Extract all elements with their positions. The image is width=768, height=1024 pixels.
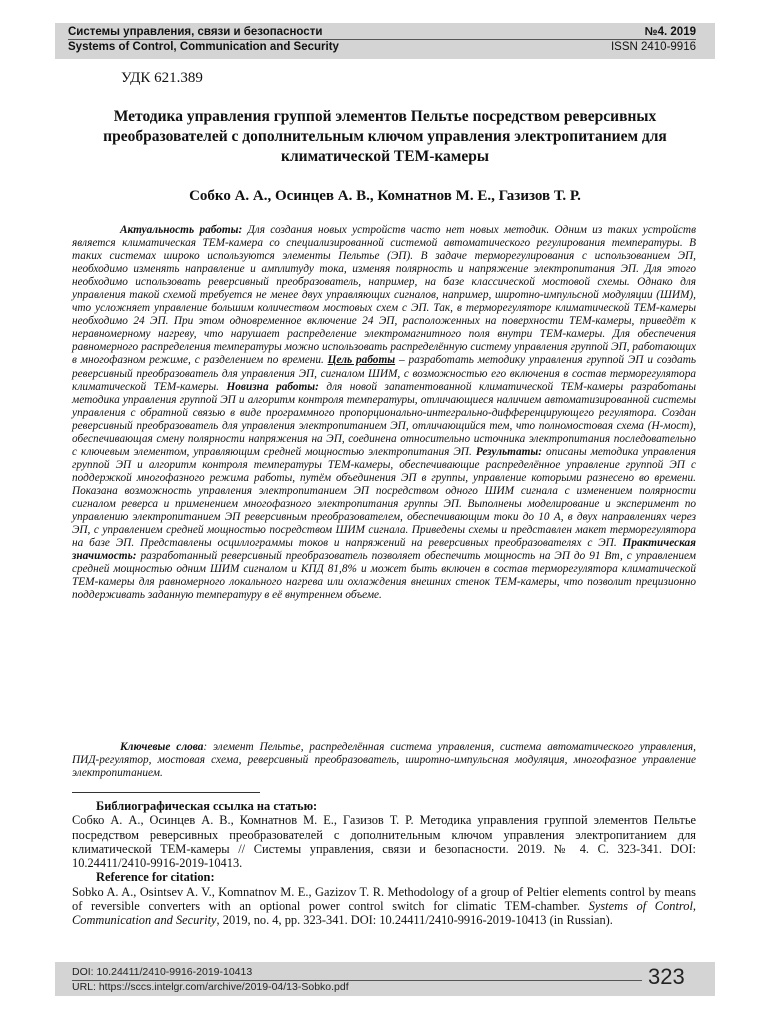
citation-heading-en: Reference for citation: (96, 870, 215, 885)
citation-en-part2: , 2019, no. 4, pp. 323-341. DOI: 10.24411/2410-9916-2019-10413 (in Russian). (216, 913, 613, 928)
issn: ISSN 2410-9916 (610, 41, 696, 53)
relevance-label: Актуальность работы: (120, 224, 243, 236)
journal-title-ru: Системы управления, связи и безопасности (68, 26, 323, 38)
citation-text-ru: Собко А. А., Осинцев А. В., Комнатнов М. Е., Газизов Т. Р. Методика управления группой элементов Пельтье посредством реверсивных преобразователей с дополнительным ключом управления электропитанием для климатической ТЕМ-камеры // Системы управления, связи и безопасности. 2019. № 4. С. 323-341. DOI: 10.24411/2410-9916-2019-10413. (72, 813, 696, 871)
article-authors: Собко А. А., Осинцев А. В., Комнатнов М. Е., Газизов Т. Р. (189, 188, 581, 204)
keywords (72, 741, 696, 780)
article-title: Методика управления группой элементов Пельтье посредством реверсивных преобразователей с дополнительным ключом управления электропитанием для климатической ТЕМ-камеры (103, 108, 667, 165)
footer-doi: DOI: 10.24411/2410-9916-2019-10413 (72, 966, 253, 978)
journal-title-en: Systems of Control, Communication and Security (68, 41, 339, 53)
page-number: 323 (648, 964, 685, 989)
citation-en-journal: Systems of Control, Communication and Security (72, 899, 696, 928)
novelty-label: Новизна работы: (226, 380, 319, 393)
results-label: Результаты: (475, 445, 543, 458)
abstract (72, 224, 696, 602)
goal-text: – разработать методику управления группой ЭП и создать реверсивный преобразователь для управления ЭП, сигналом ШИМ, с возможностью его включения в состав терморегулятора климатической ТЕМ-камеры. (72, 354, 696, 393)
practical-text: разработанный реверсивный преобразователь позволяет обеспечить мощность на ЭП до 91 Вт, с управлением средней мощностью одним ШИМ сигналом и КПД 81,8% и может быть включен в состав терморегулятора климатической ТЕМ-камеры для равномерного локального нагрева или охлаждения внешних стенок ТЕМ-камеры, что позволит прецизионно поддерживать заданную температуру в её внутреннем объеме. (72, 550, 696, 602)
results-text: описаны методика управления группой ЭП и алгоритм контроля температуры ТЕМ-камеры, обеспечивающие распределённое управление группой ЭП с поддержкой многофазного режима работы, путём объединения ЭП в группы, управление которыми разнесено во времени. Показана возможность управления электропитанием ЭП посредством одного ШИМ сигнала с изменением полярности сигналом реверса и применением многофазного электропитания группы ЭП. Выполнены моделирование и эксперимент по управлению электропитанием ЭП реверсивным преобразователем, обеспечивающим токи до 10 А, в двух направлениях через ЭП, с управлением средней мощностью посредством ШИМ сигнала. Приведены схемы и представлен макет терморегулятора на базе ЭП. Представлены осциллограммы токов и напряжений на реверсивных преобразователях с ЭП. (72, 445, 696, 550)
footer-url[interactable]: URL: https://sccs.intelgr.com/archive/2019-04/13-Sobko.pdf (72, 981, 349, 993)
novelty-text: для новой запатентованной климатической ТЕМ-камеры разработаны методика управления группой ЭП и алгоритм контроля температуры, отличающиеся наличием автоматизированной системы управления с обратной связью в виде программного пропорционально-интегрально-дифференцирующего регулятора. Создан реверсивный преобразователь для управления электропитанием ЭП, отличающийся тем, что полномостовая схема (Н-мост), обеспечивающая смену полярности напряжения на ЭП, соединена относительно источника электропитания последовательно с ключевым элементом, управляющим средней мощностью электропитания ЭП. (72, 380, 697, 458)
relevance-text: Для создания новых устройств часто нет новых методик. Одним из таких устройств является климатическая ТЕМ-камера со специализированной системой автоматического регулирования температуры. В таких системах широко используются элементы Пельтье (ЭП). В задаче терморегулирования с использованием ЭП, необходимо изменять направление и амплитуду тока, изменяя полярность и напряжение электропитания ЭП. Для этого необходимо использовать реверсивный преобразователь, например, на базе классической мостовой схемы. Однако для управления такой схемой требуется не менее двух управляющих сигналов, например, широтно-импульсной модуляции (ШИМ), что усложняет управление большим количеством мостовых схем с ЭП. Так, в терморегуляторе климатической ТЕМ-камеры необходимо 24 ЭП. При этом одновременное включение 24 ЭП, расположенных на поверхности ТЕМ-камеры, приведёт к неравномерному нагреву, что нарушает распределение электромагнитного поля внутри ТЕМ-камеры. Для обеспечения равномерного распределения температуры можно использовать распределённую систему управления группой ЭП, работающих в многофазном режиме, с разделением по времени. (72, 224, 696, 367)
citation-text-en (72, 885, 696, 928)
goal-label: Цель работы (327, 354, 396, 367)
citation-heading-ru: Библиографическая ссылка на статью: (96, 799, 318, 813)
keywords-label: Ключевые слова (120, 741, 204, 753)
header-divider (68, 39, 696, 40)
issue-number: №4. 2019 (644, 26, 696, 38)
footnote-divider (72, 792, 260, 793)
udk-code: УДК 621.389 (121, 70, 203, 86)
citation-block (72, 799, 696, 928)
citation-en-part1: Sobko A. A., Osintsev A. V., Komnatnov M. E., Gazizov T. R. Methodology of a group of Peltier elements control by means of reversible converters with an optional power control switch for climatic TEM-chamber. (72, 884, 696, 914)
practical-label: Практическая значимость: (72, 537, 696, 563)
keywords-text: : элемент Пельтье, распределённая система управления, система автоматического управления, ПИД-регулятор, мостовая схема, реверсивный преобразователь, широтно-импульсная модуляция, многофазное управление электропитанием. (72, 741, 696, 780)
